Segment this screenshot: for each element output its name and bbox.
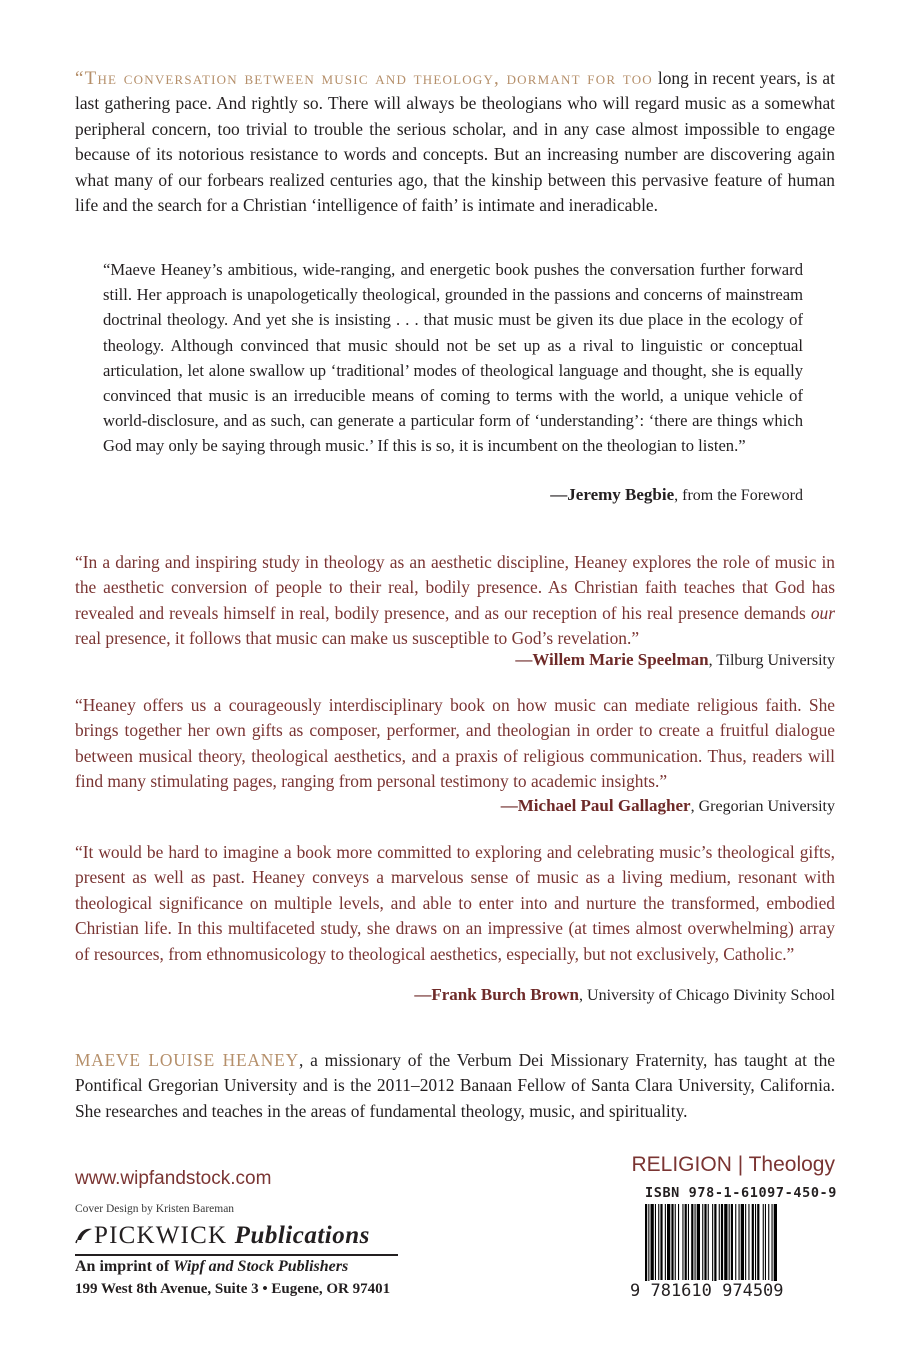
cover-credit: Cover Design by Kristen Bareman [75,1203,235,1215]
barcode-bar [685,1204,687,1280]
main-quote-body: long in recent years, is at last gathering pace. And rightly so. There will always be theologians who will regard music as a somewhat peripheral concern, too trivial to trouble the serious scholar, and in any case almost impossible to engage because of its notorious resistance to words and concepts. But an increasing number are discovering again what many of our forbears realized centuries ago, that the kinship between this pervasive feature of human life and the search for a Christian ‘intelligence of faith’ is intimate and ineradicable. [75,68,835,216]
imprint-name: Wipf and Stock Publishers [173,1258,349,1275]
publisher-logo [75,1222,370,1250]
main-quote-lead: “The conversation between music and theology, dormant for too [75,68,653,89]
attribution-brown-affil: , University of Chicago Divinity School [579,987,835,1004]
barcode-bar [667,1204,670,1280]
barcode-bar [671,1204,673,1280]
attribution-speelman-name: —Willem Marie Speelman [515,650,709,669]
quote-speelman-emph: our [810,602,835,623]
barcode-bar [724,1204,727,1280]
publisher-address: 199 West 8th Avenue, Suite 3 • Eugene, OR 97401 [75,1281,391,1297]
barcode-bar [691,1204,693,1280]
ean-digits [630,1281,835,1301]
quote-speelman-after: real presence, it follows that music can make us susceptible to God’s revelation.” [75,628,640,649]
isbn-number: ISBN 978-1-61097-450-9 [645,1185,838,1201]
barcode-bar [741,1204,744,1280]
attribution-speelman [515,650,835,670]
barcode-bar [768,1204,769,1280]
barcode-bar [704,1204,706,1280]
attribution-gallagher-affil: , Gregorian University [690,798,835,815]
barcode-bar [655,1204,656,1280]
ean-number: 9 781610 974509 [630,1281,784,1301]
barcode-bar [675,1204,676,1280]
publisher-name: PICKWICK [94,1222,228,1249]
barcode-bar [731,1204,733,1280]
barcode-bar [658,1204,659,1280]
author-bio [75,1048,835,1124]
barcode-bar [665,1204,666,1280]
barcode-bar [745,1204,746,1280]
quill-icon [75,1226,93,1244]
barcode-bar [739,1204,740,1280]
barcode-bar [755,1204,756,1280]
barcode-bar [763,1204,764,1280]
quote-speelman-before: “In a daring and inspiring study in theology as an aesthetic discipline, Heaney explores the role of music in the aesthetic conversion of people to their real, bodily presence. As Christian faith teaches that God has revealed and reveals himself in real, bodily presence, and as our reception of his real presence demands [75,552,835,623]
barcode-bar [702,1204,703,1280]
attribution-begbie-name: —Jeremy Begbie [550,485,675,504]
barcode-bar [660,1204,662,1280]
attribution-gallagher-name: —Michael Paul Gallagher [500,796,691,815]
barcode-bar [719,1204,720,1280]
imprint-prefix: An imprint of [75,1258,174,1275]
quote-gallagher: “Heaney offers us a courageously interdisciplinary book on how music can mediate religious faith. She brings together her own gifts as composer, performer, and theologian in order to create a fruitful dialogue between musical theory, theological aesthetics, and a praxis of religious communication. Thus, readers will find many stimulating pages, ranging from personal testimony to academic insights.” [75,695,835,792]
attribution-begbie-affil: , from the Foreword [674,487,803,504]
barcode-bar [651,1204,654,1280]
publisher-imprint-word: Publications [234,1222,370,1249]
barcode-bar [748,1204,749,1280]
category-label: RELIGION | Theology [631,1153,835,1176]
barcode-bar [729,1204,730,1280]
barcode-bar [678,1204,679,1280]
barcode-bar [752,1204,754,1280]
imprint-line [75,1258,348,1276]
barcode-bar [688,1204,689,1280]
barcode-bar [697,1204,700,1280]
quote-brown: “It would be hard to imagine a book more committed to exploring and celebrating music’s theological gifts, present as well as past. Heaney conveys a marvelous sense of music as a living medium, resonant with theological significance on multiple levels, and able to enter into and nurture the transformed, embodied Christian life. In this multifaceted study, she draws on an impressive (at times almost overwhelming) array of resources, from ethnomusicology to theological aesthetics, especially, but not exclusively, Catholic.” [75,842,835,964]
website-link[interactable]: www.wipfandstock.com [75,1168,272,1189]
barcode-bar [735,1204,736,1280]
barcode-bar [757,1204,759,1280]
attribution-brown [414,985,835,1005]
quote-speelman [75,550,835,652]
publisher-divider [75,1254,398,1256]
barcode-bar [765,1204,766,1280]
barcode-bar [682,1204,683,1280]
barcode-bar [695,1204,696,1280]
barcode-bar [721,1204,723,1280]
author-name: MAEVE LOUISE HEANEY [75,1050,299,1070]
attribution-speelman-affil: , Tilburg University [708,652,835,669]
main-quote-continued: “Maeve Heaney’s ambitious, wide-ranging, and energetic book pushes the conversation further forward still. Her approach is unapologetically theological, grounded in the passions and concerns of mainstream doctrinal theology. And yet she is insisting . . . that music must be given its due place in the ecology of theology. Although convinced that music should not be set up as a rival to linguistic or conceptual articulation, let alone swallow up ‘traditional’ modes of theological language and thought, she is equally convinced that music is an irreducible means of coming to terms with the world, a unique vehicle of world-disclosure, and as such, can generate a particular form of ‘understanding’: ‘there are things which God may only be saying through music.’ If this is so, it is incumbent on the theologian to listen.” [103,260,803,456]
main-quote [75,66,835,218]
attribution-brown-name: —Frank Burch Brown [414,985,580,1004]
attribution-gallagher [501,796,835,816]
author-bio-text: , a missionary of the Verbum Dei Missionary Fraternity, has taught at the Pontifical Gregorian University and is the 2011–2012 Banaan Fellow of Santa Clara University, California. She researches and teaches in the areas of fundamental theology, music, and spirituality. [75,1050,835,1121]
attribution-begbie [550,485,803,505]
barcode-bar [708,1204,709,1280]
